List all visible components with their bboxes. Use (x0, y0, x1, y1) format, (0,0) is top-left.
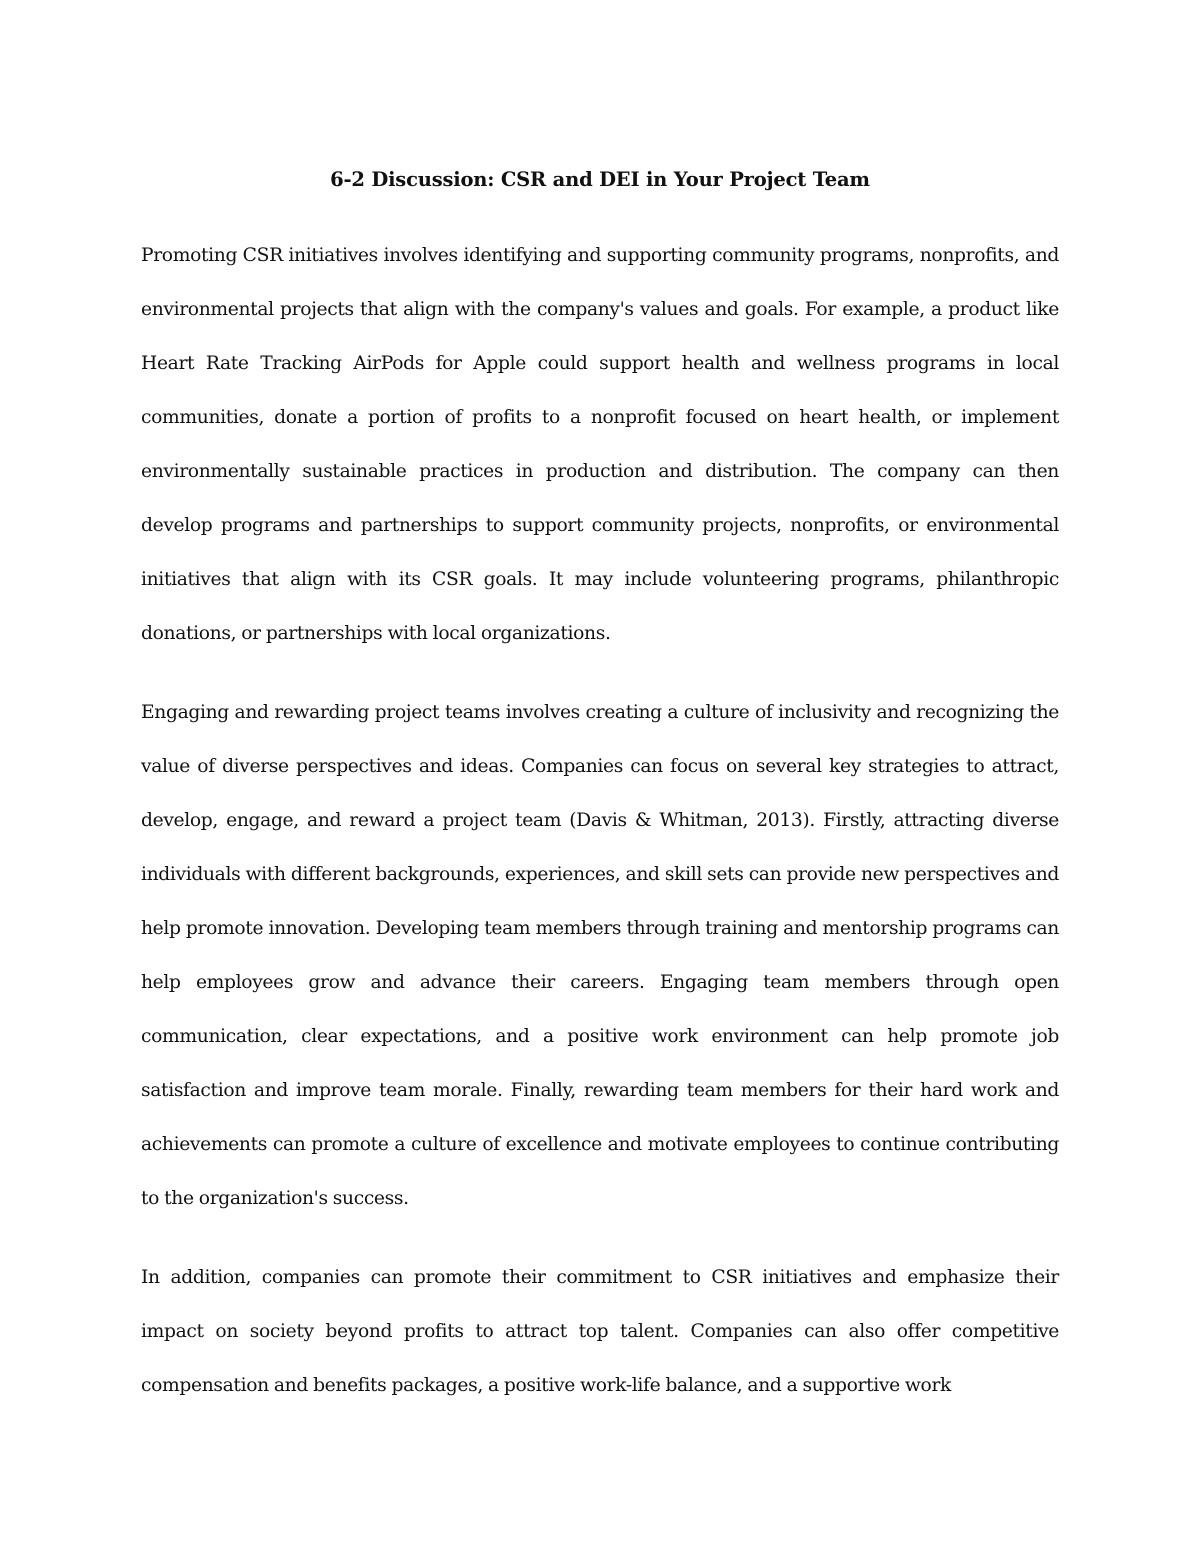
document-body (141, 162, 1059, 1438)
paragraph-attract-talent: In addition, companies can promote their commitment to CSR initiatives and emphasize their impact on society beyond profits to attract top talent. Companies can also offer competitive compensation and benefits packages, a positive work-life balance, and a supportive work (141, 1267, 1059, 1396)
document-title: 6-2 Discussion: CSR and DEI in Your Project Team (330, 168, 870, 191)
paragraph-csr-initiatives: Promoting CSR initiatives involves identifying and supporting community programs, nonprofits, and environmental projects that align with the company's values and goals. For example, a product like Heart Rate Tracking AirPods for Apple could support health and wellness programs in local communities, donate a portion of profits to a nonprofit focused on heart health, or implement environmentally sustainable practices in production and distribution. The company can then develop programs and partnerships to support community projects, nonprofits, or environmental initiatives that align with its CSR goals. It may include volunteering programs, philanthropic donations, or partnerships with local organizations. (141, 245, 1059, 644)
paragraph-project-teams: Engaging and rewarding project teams involves creating a culture of inclusivity and recognizing the value of diverse perspectives and ideas. Companies can focus on several key strategies to attract, develop, engage, and reward a project team (Davis & Whitman, 2013). Firstly, attracting diverse individuals with different backgrounds, experiences, and skill sets can provide new perspectives and help promote innovation. Developing team members through training and mentorship programs can help employees grow and advance their careers. Engaging team members through open communication, clear expectations, and a positive work environment can help promote job satisfaction and improve team morale. Finally, rewarding team members for their hard work and achievements can promote a culture of excellence and motivate employees to continue contributing to the organization's success. (141, 702, 1059, 1209)
